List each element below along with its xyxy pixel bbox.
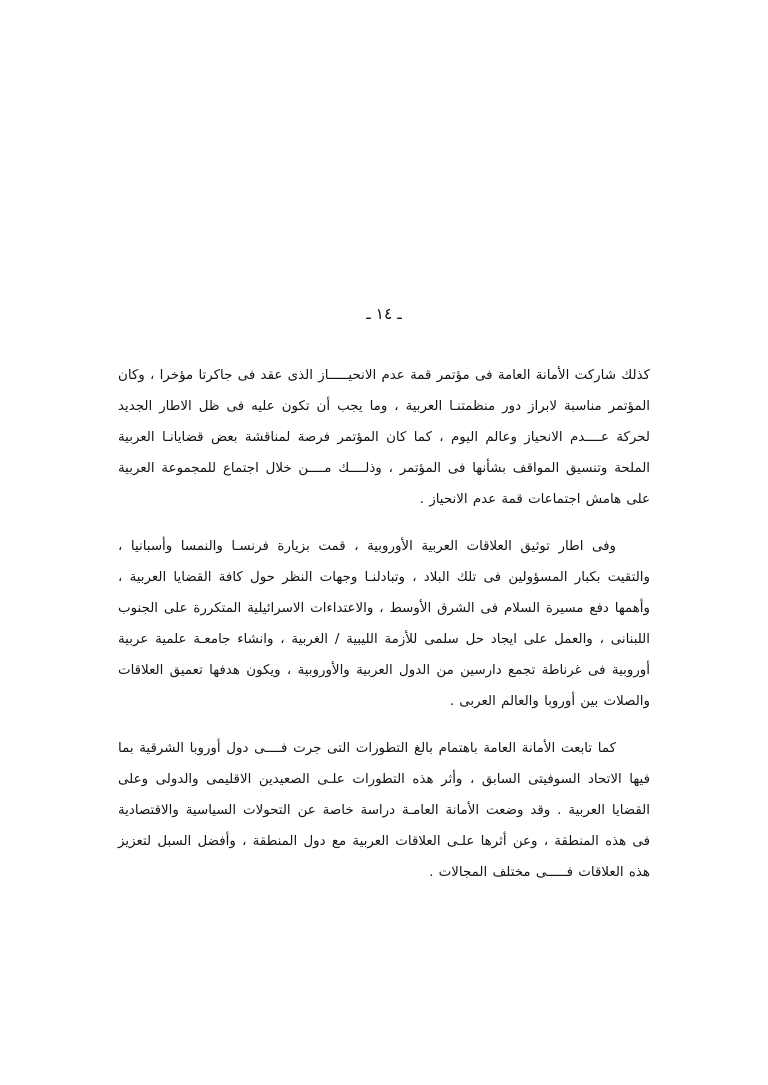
paragraph-1-text: كذلك شاركت الأمانة العامة فى مؤتمر قمة عدم الانحيـــــاز الذى عقد فى جاكرتا مؤخرا ، وكان المؤتمر مناسبة لابراز دور منظمتنـا العربية ، وما يجب أن تكون عليه فى ظل الاطار الجديد لحركة عــــدم الانحياز وعالم اليوم ، كما كان المؤتمر فرصة لمناقشة بعض قضايانـا العربية الملحة وتنسيق المواقف بشأنها فى المؤتمر ، وذلــــك مــــن خلال اجتماع للمجموعة العربية على هامش اجتماعات قمة عدم الانحياز . <box>118 368 650 507</box>
paragraph-2-text: وفى اطار توثيق العلاقات العربية الأوروبية ، قمت بزيارة فرنسـا والنمسا وأسبانيا ، والتقيت بكبار المسؤولين فى تلك البلاد ، وتبادلنـا وجهات النظر حول كافة القضايا العربية ، وأهمها دفع مسيرة السلام فى الشرق الأوسط ، والاعتداءات الاسرائيلية المتكررة على الجنوب اللبنانى ، والعمل على ايجاد حل سلمى للأزمة الليبية / الغربية ، وانشاء جامعـة علمية عربية أوروبية فى غرناطة تجمع دارسين من الدول العربية والأوروبية ، ويكون هدفها تعميق العلاقات والصلات بين أوروبا والعالم العربى . <box>118 539 650 709</box>
document-body <box>118 360 650 888</box>
paragraph-3 <box>118 733 650 888</box>
paragraph-1 <box>118 360 650 515</box>
paragraph-2 <box>118 531 650 717</box>
paragraph-3-text: كما تابعت الأمانة العامة باهتمام بالغ التطورات التى جرت فــــى دول أوروبا الشرقية بما فيها الاتحاد السوفيتى السابق ، وأثر هذه التطورات علـى الصعيدين الاقليمى والدولى وعلى القضايا العربية . وقد وضعت الأمانة العامـة دراسة خاصة عن التحولات السياسية والاقتصادية فى هذه المنطقة ، وعن أثرها علـى العلاقات العربية مع دول المنطقة ، وأفضل السبل لتعزيز هذه العلاقات فـــــى مختلف المجالات . <box>118 741 650 880</box>
page-number: ـ ١٤ ـ <box>366 305 402 323</box>
